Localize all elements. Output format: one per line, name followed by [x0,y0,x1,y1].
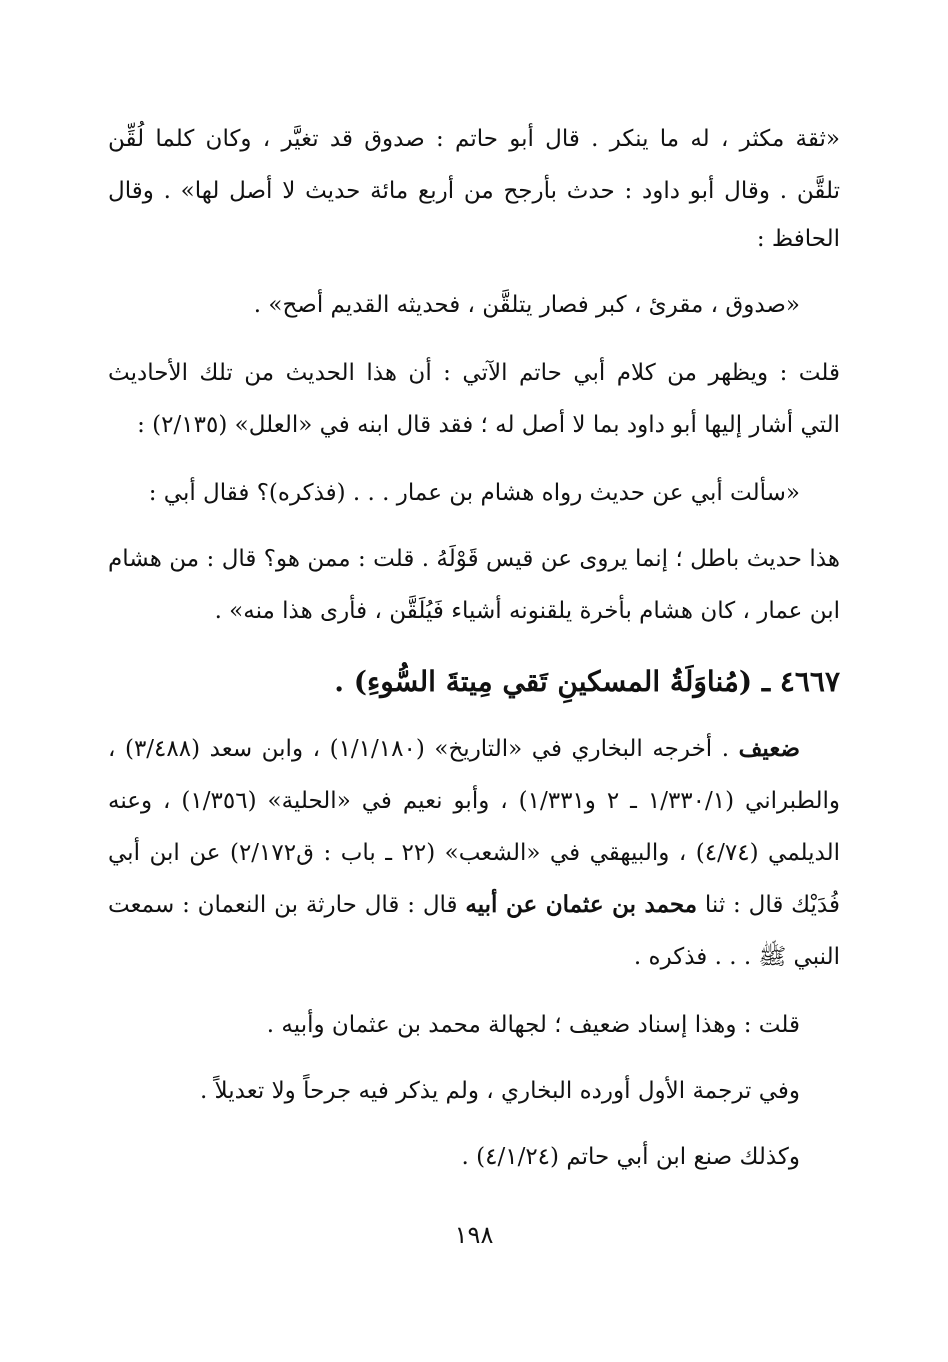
text-line: النبي ﷺ . . . فذكره . [633,944,840,970]
text-span: قال : قال حارثة بن النعمان : سمعت [108,892,466,918]
text-line: تلقَّن . وقال أبو داود : حدث بأرجح من أربع مائة حديث لا أصل لها» . وقال [108,178,840,204]
text-line: هذا حديث باطل ؛ إنما يروى عن قيس قَوْلَهُ . قلت : ممن هو؟ قال : من هشام [108,546,840,572]
text-line: ابن عمار ، كان هشام بأخرة يلقنونه أشياء فَيُلَقَّن ، فأرى هذا منه» . [214,598,840,624]
narrator-name: محمد بن عثمان عن أبيه [465,891,698,918]
text-line [108,732,800,766]
text-line: قلت : ويظهر من كلام أبي حاتم الآتي : أن هذا الحديث من تلك الأحاديث [108,360,840,386]
quote-line: «صدوق ، مقرئ ، كبر فصار يتلقَّن ، فحديثه القديم أصح» . [253,292,800,318]
text-span: . أخرجه البخاري في «التاريخ» (١/١/١٨٠) ، وابن سعد (٣/٤٨٨) ، [108,736,739,762]
hadith-heading: ٤٦٦٧ ـ (مُناوَلَةُ المسكينِ تَقي مِيتةَ السُّوءِ) . [334,665,840,698]
text-line: الديلمي (٤/٧٤) ، والبيهقي في «الشعب» (٢٢ ـ باب : ق٢/١٧٢) عن ابن أبي [108,840,840,866]
text-line: وفي ترجمة الأول أورده البخاري ، ولم يذكر فيه جرحاً ولا تعديلاً . [199,1078,800,1104]
quote-line: «سألت أبي عن حديث رواه هشام بن عمار . . . (فذكره)؟ فقال أبي : [148,480,800,506]
page-number: ١٩٨ [454,1221,494,1249]
text-line: «ثقة مكثر ، له ما ينكر . قال أبو حاتم : صدوق قد تغيَّر ، وكان كلما لُقِّن [108,126,840,152]
text-line [108,888,840,922]
text-line: الحافظ : [756,226,840,252]
grading-label: ضعيف [738,735,800,762]
text-span: فُدَيْك قال : ثنا [697,892,840,918]
text-line: التي أشار إليها أبو داود بما لا أصل له ؛ فقد قال ابنه في «العلل» (٢/١٣٥) : [137,412,840,438]
text-line: وكذلك صنع ابن أبي حاتم (٤/١/٢٤) . [461,1144,800,1170]
text-line: والطبراني (١/٣٣٠/١ ـ ٢ و١/٣٣١) ، وأبو نعيم في «الحلية» (١/٣٥٦) ، وعنه [108,788,840,814]
text-line: قلت : وهذا إسناد ضعيف ؛ لجهالة محمد بن عثمان وأبيه . [266,1012,800,1038]
